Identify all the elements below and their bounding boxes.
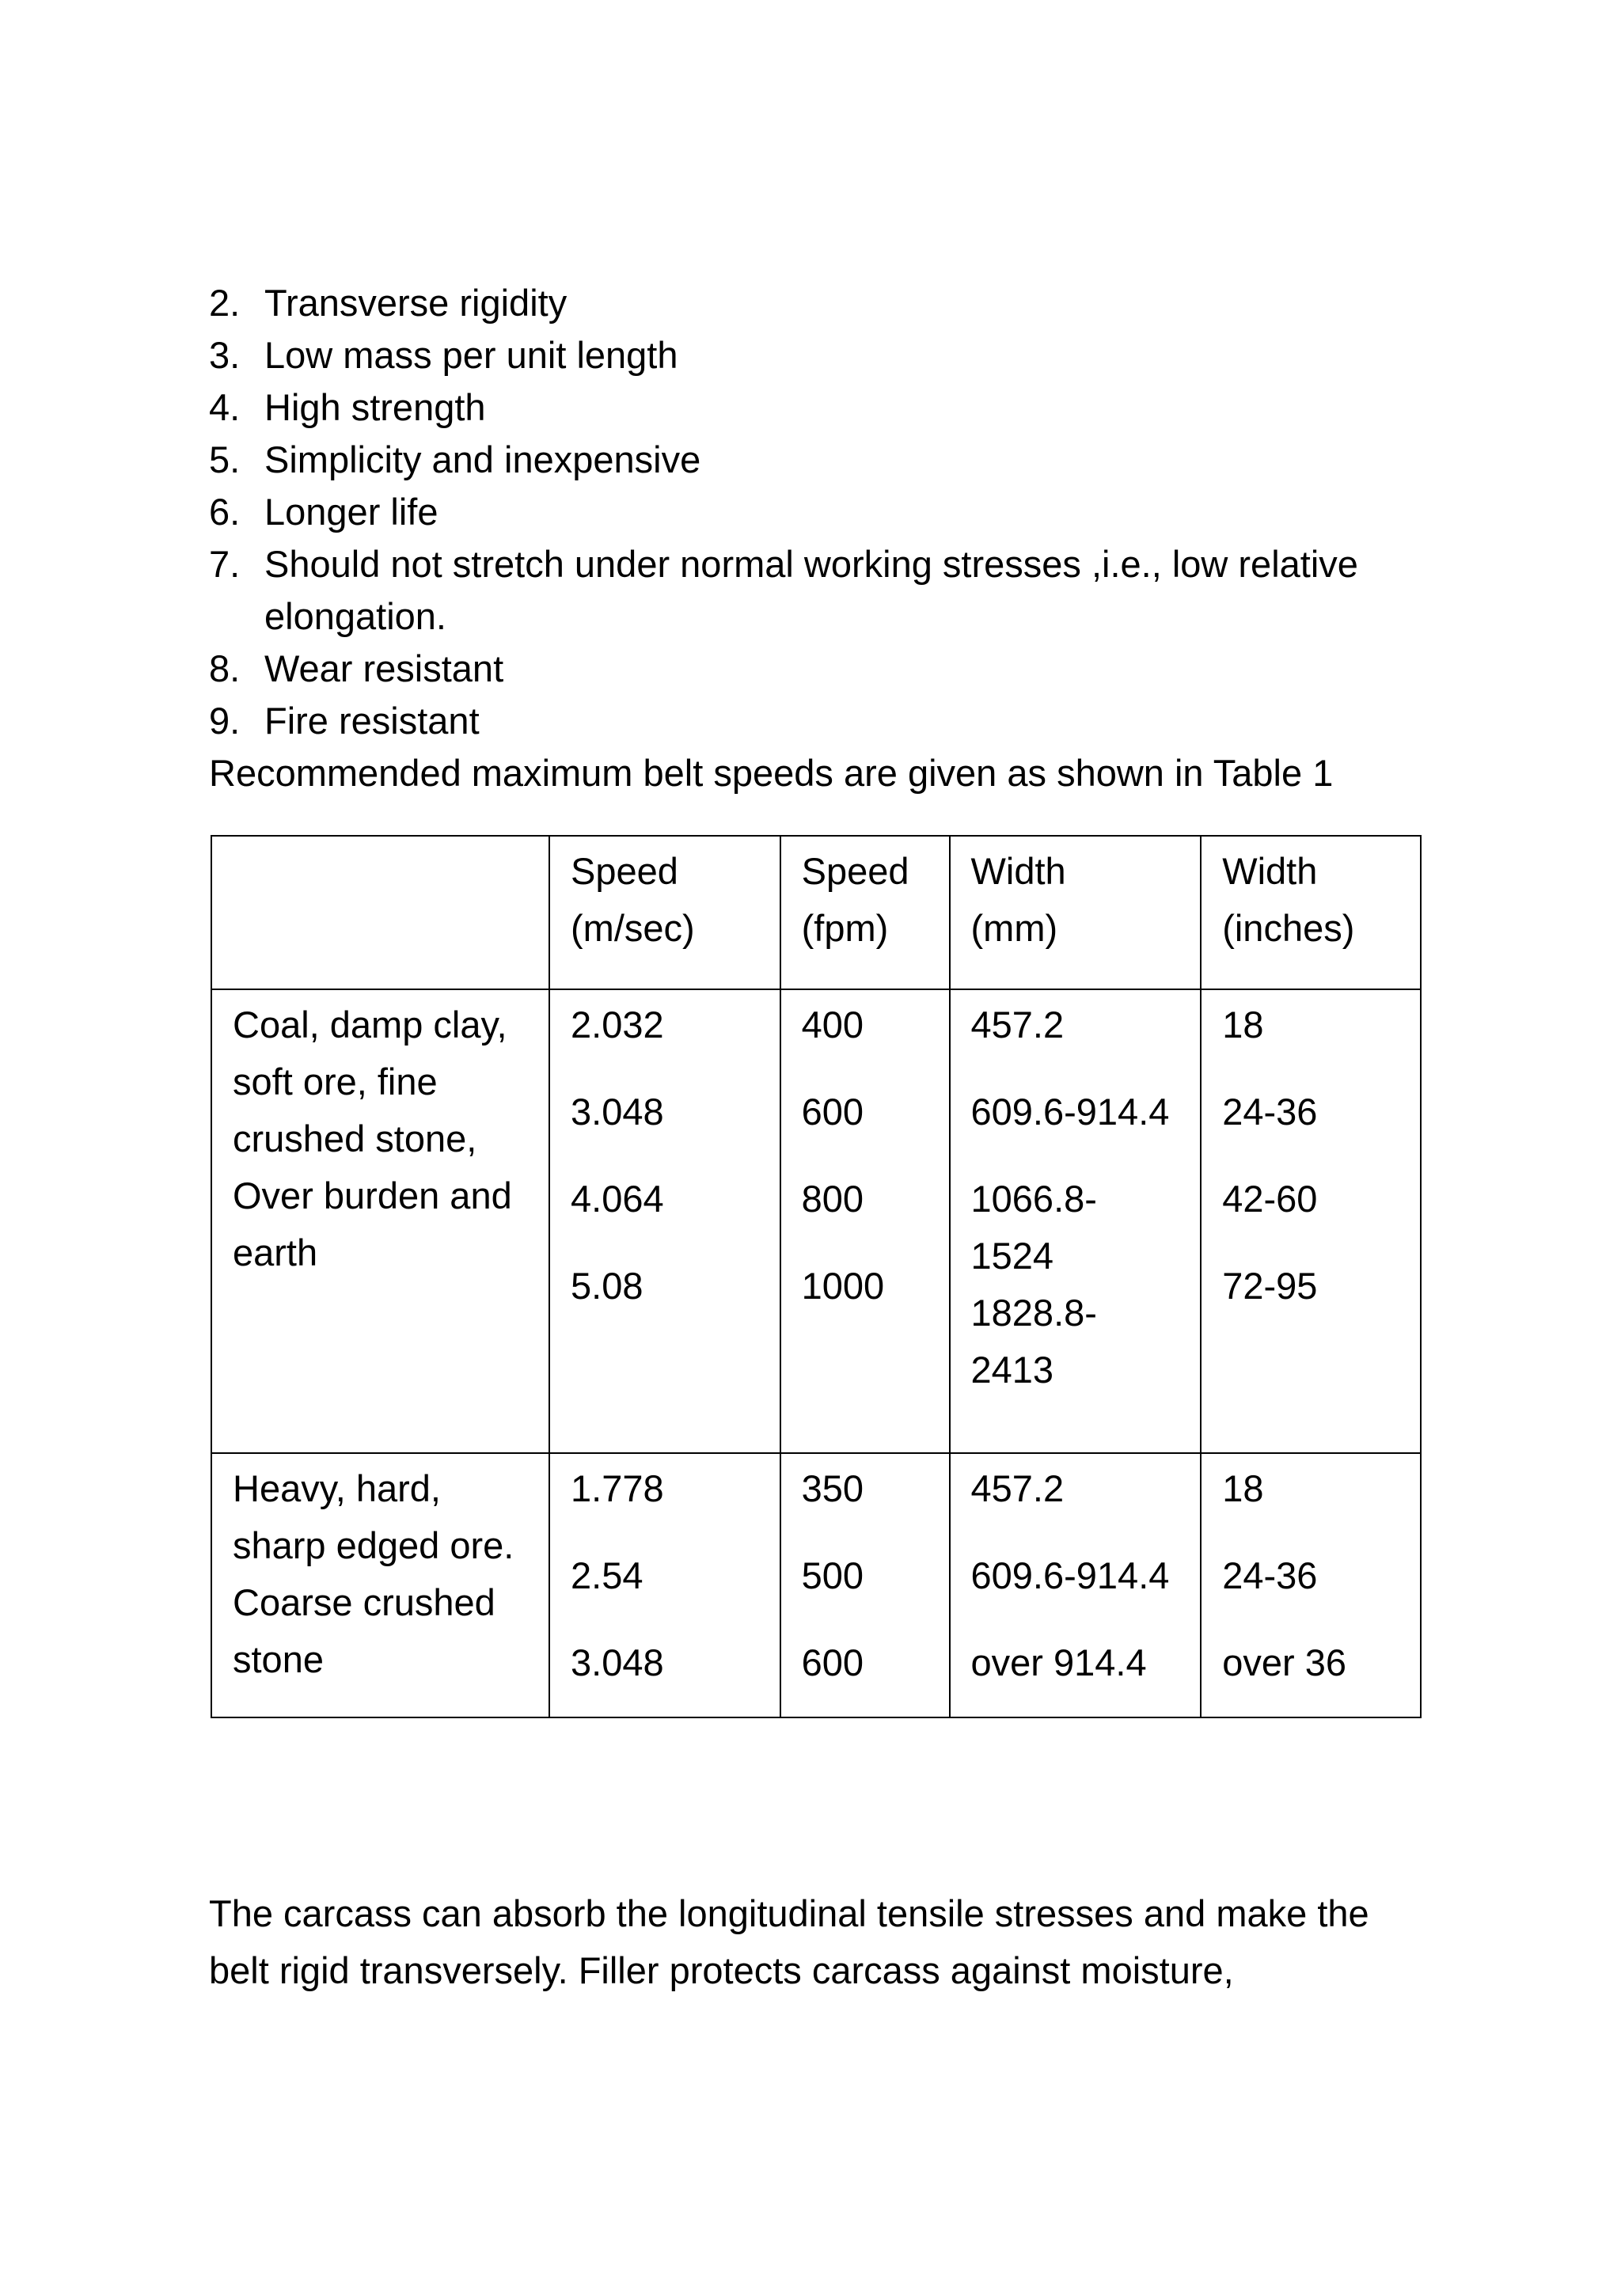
list-text: Wear resistant [264,647,504,689]
requirements-list [0,277,1621,747]
list-text: Transverse rigidity [264,282,568,324]
header-empty-cell [211,836,549,989]
list-item [0,381,1621,434]
speed-fpm-cell: 400 600 800 1000 [780,989,950,1453]
table-header-row [211,836,1421,989]
header-width-inches: Width (inches) [1201,836,1421,989]
width-inches-cell: 18 24-36 42-60 72-95 [1201,989,1421,1453]
table-intro-text: Recommended maximum belt speeds are given as shown in Table 1 [209,752,1334,794]
list-item [0,486,1621,538]
list-text: High strength [264,386,486,428]
list-text: Low mass per unit length [264,334,678,376]
list-number: 9. [209,700,241,742]
list-text: Longer life [264,491,438,533]
list-number: 2. [209,282,241,324]
material-cell: Coal, damp clay, soft ore, fine crushed stone, Over burden and earth [211,989,549,1453]
list-item [0,538,1621,643]
list-number: 7. [209,543,241,585]
closing-paragraph: The carcass can absorb the longitudinal tensile stresses and make the belt rigid transversely. Filler protects carcass against moisture, [209,1892,1369,1991]
list-number: 8. [209,647,241,689]
list-text: Should not stretch under normal working stresses ,i.e., low relative elongation. [264,543,1358,637]
list-item [0,695,1621,747]
list-item [0,329,1621,381]
list-item [0,277,1621,329]
material-cell: Heavy, hard, sharp edged ore. Coarse crushed stone [211,1453,549,1717]
width-mm-cell: 457.2 609.6-914.4 over 914.4 [950,1453,1202,1717]
belt-speed-table [211,835,1422,1718]
width-inches-cell: 18 24-36 over 36 [1201,1453,1421,1717]
list-number: 6. [209,491,241,533]
speed-ms-cell: 1.778 2.54 3.048 [549,1453,780,1717]
list-number: 3. [209,334,241,376]
list-number: 4. [209,386,241,428]
list-text: Simplicity and inexpensive [264,438,701,480]
table-row [211,989,1421,1453]
list-text: Fire resistant [264,700,480,742]
header-speed-fpm: Speed (fpm) [780,836,950,989]
width-mm-cell: 457.2 609.6-914.4 1066.8-1524 1828.8-2413 [950,989,1202,1453]
speed-fpm-cell: 350 500 600 [780,1453,950,1717]
header-width-mm: Width (mm) [950,836,1202,989]
list-number: 5. [209,438,241,480]
list-item [0,434,1621,486]
table-row [211,1453,1421,1717]
list-item [0,643,1621,695]
header-speed-ms: Speed (m/sec) [549,836,780,989]
speed-ms-cell: 2.032 3.048 4.064 5.08 [549,989,780,1453]
